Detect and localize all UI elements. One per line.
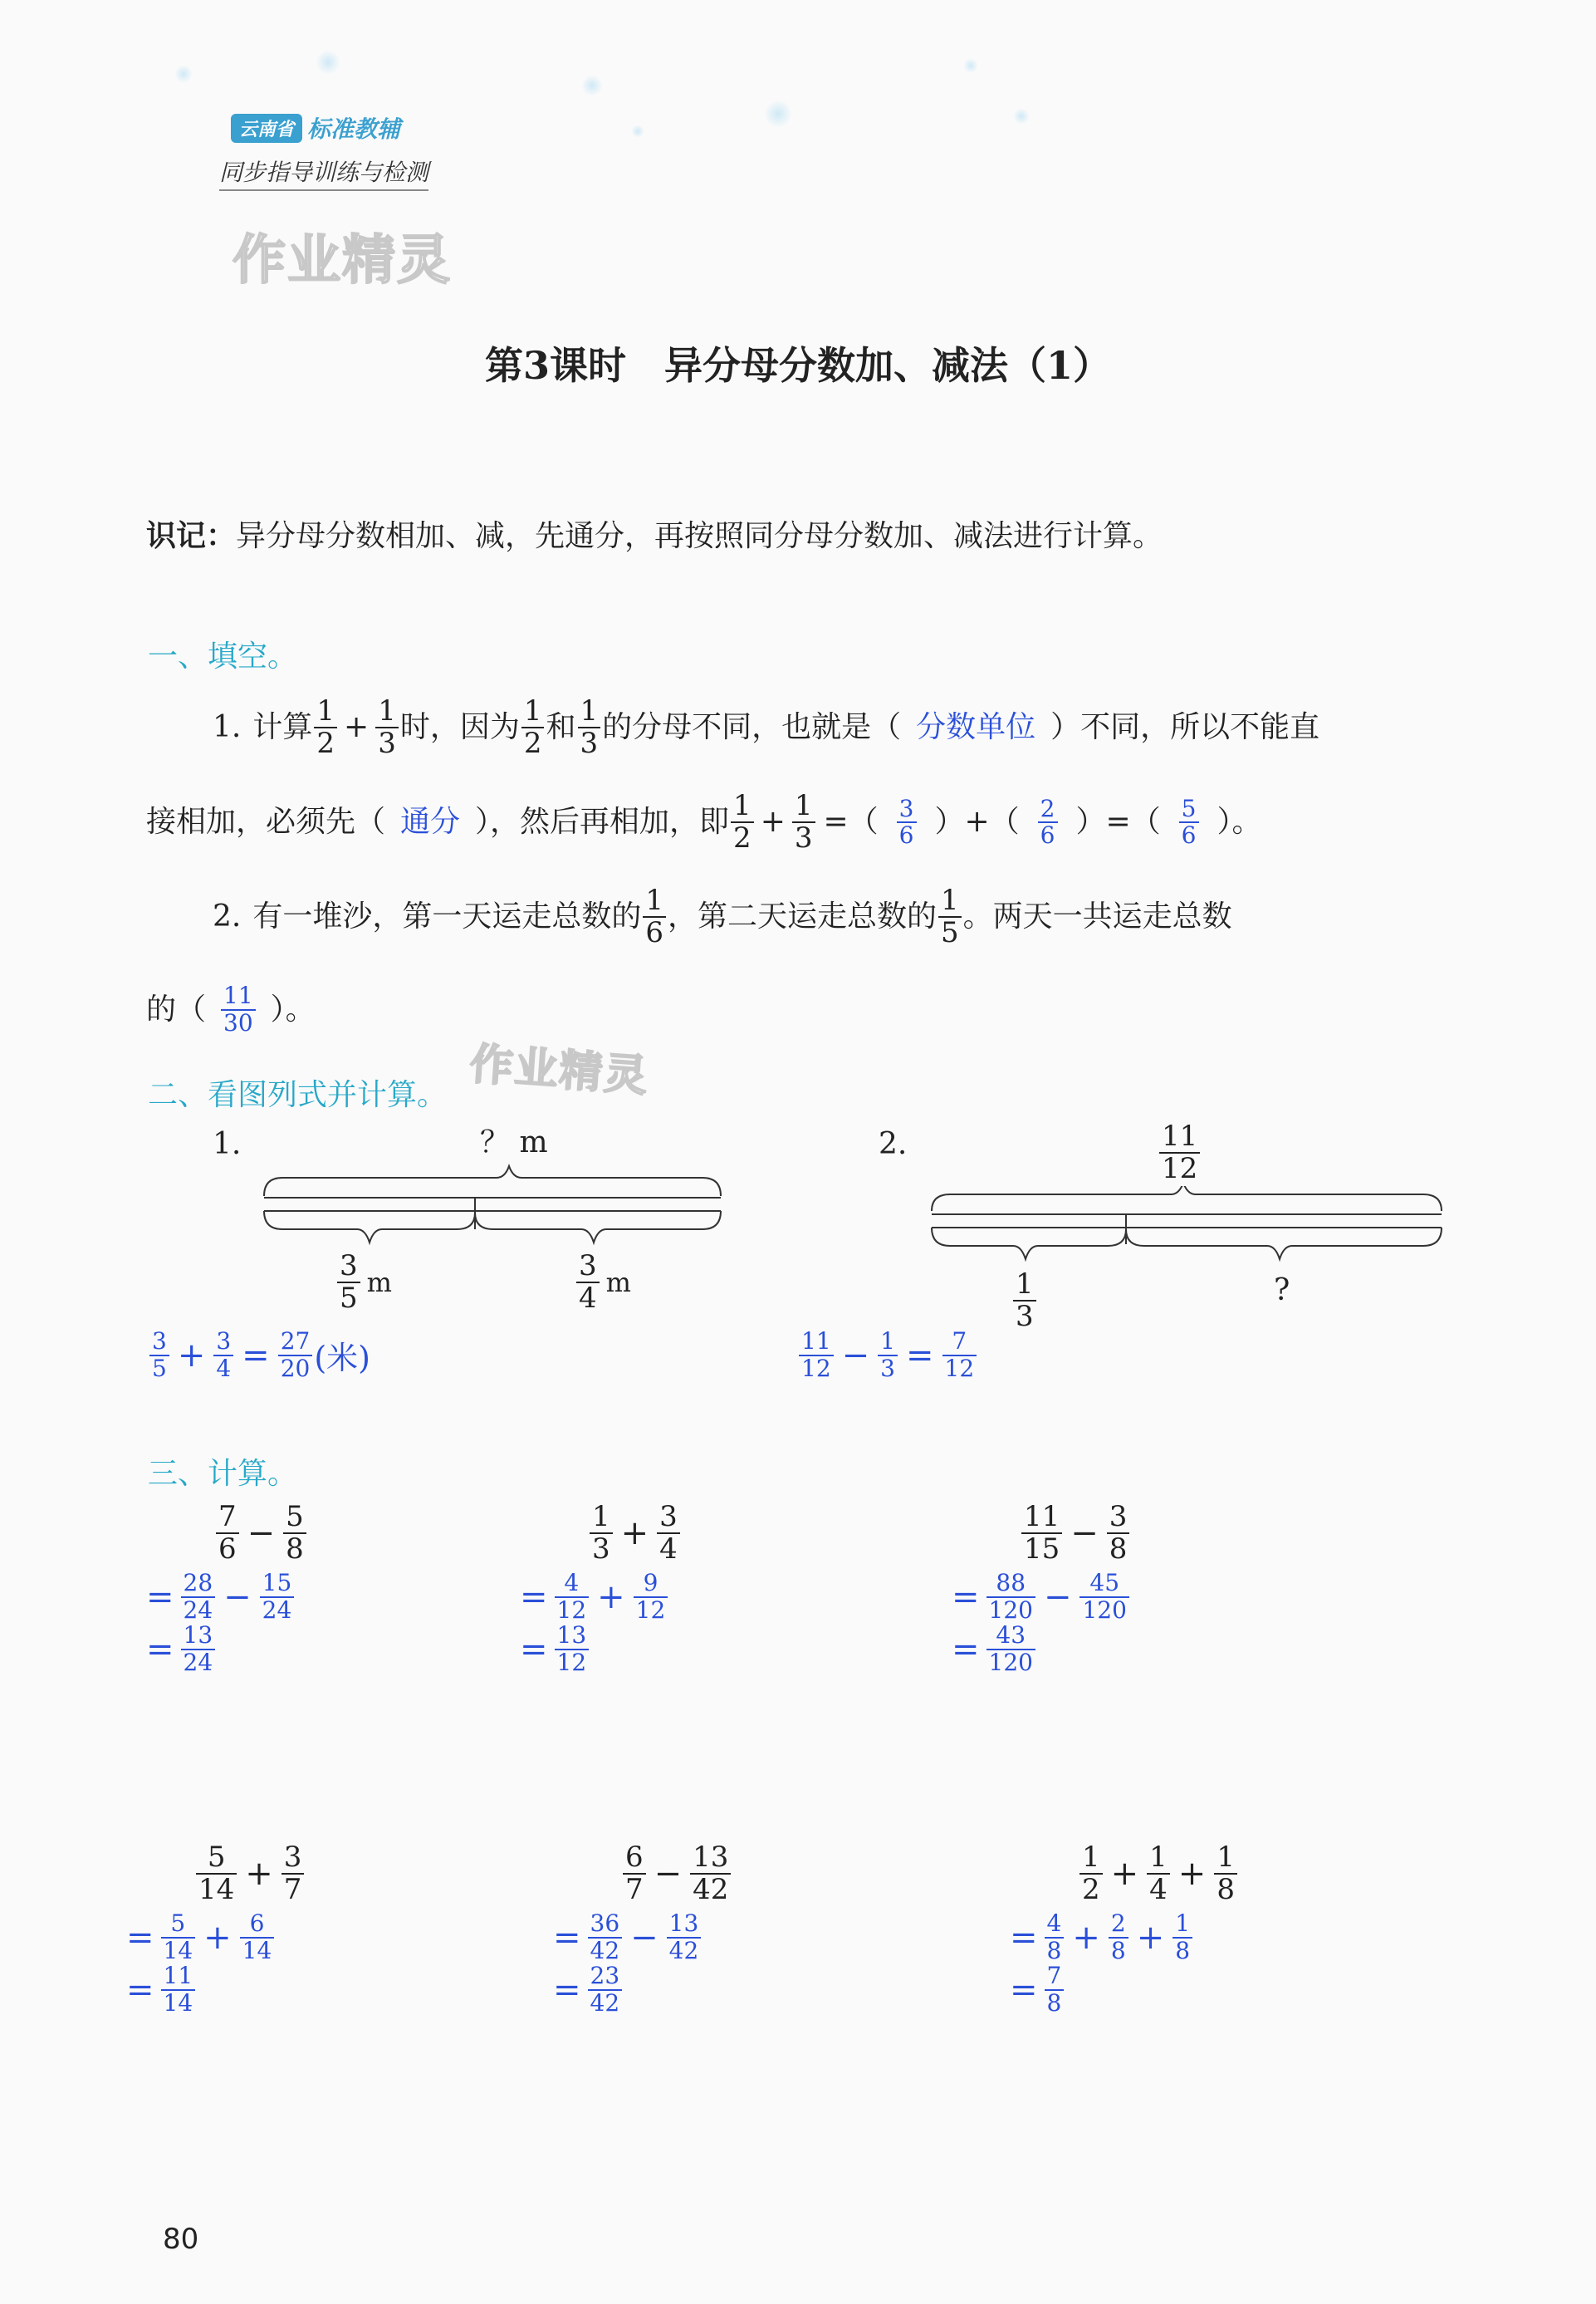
p2-top-brace — [932, 1186, 1442, 1211]
p1-left-label: $\frac{3}{5}$ m — [335, 1251, 392, 1315]
operator: + — [1177, 1855, 1207, 1894]
q1-answer-4: $\frac{2}{6}$ — [1038, 797, 1058, 850]
operator: + — [597, 1577, 625, 1616]
brand-subtitle: 同步指导训练与检测 — [219, 154, 428, 191]
fraction: $\frac{5}{14}$ — [196, 1842, 237, 1906]
fraction: $\frac{3}{4}$ — [657, 1502, 680, 1566]
p1-top-label: ？ m — [480, 1125, 548, 1159]
calc-question — [194, 1842, 306, 1906]
p2-question-mark: ? — [1274, 1273, 1290, 1307]
calc-problem-4 — [126, 1841, 306, 2017]
q1-line2 — [146, 791, 1262, 855]
q1-close: ）。 — [1217, 805, 1262, 840]
fraction: $\frac{15}{24}$ — [260, 1571, 295, 1624]
operator: = — [146, 1630, 174, 1669]
q1-line1 — [213, 696, 1319, 760]
q1-answer-3: $\frac{3}{6}$ — [897, 797, 917, 850]
brand-logo — [231, 113, 400, 143]
calc-step-1 — [553, 1911, 732, 1964]
calc-step-1 — [126, 1911, 306, 1964]
section1-heading: 一、填空。 — [148, 640, 298, 674]
plus-sign: + — [760, 805, 786, 840]
fraction: $\frac{5}{14}$ — [161, 1911, 196, 1964]
plus-sign: + — [344, 710, 370, 745]
calc-step-1 — [520, 1568, 682, 1624]
q1-eq-open: =（ — [823, 805, 879, 840]
p1-right-brace — [475, 1211, 721, 1243]
fraction: $\frac{11}{15}$ — [1021, 1502, 1062, 1566]
q2-text-3: 。两天一共运走总数 — [962, 900, 1232, 934]
q1-text-3: 和 — [546, 710, 576, 745]
calc-step-2 — [146, 1623, 308, 1676]
calc-question — [588, 1502, 682, 1566]
operator: + — [203, 1918, 232, 1957]
operator: + — [1136, 1918, 1165, 1957]
calc-step-1 — [1010, 1911, 1239, 1964]
calc-step-2 — [1010, 1963, 1239, 2017]
q2-number: 2. — [213, 900, 242, 934]
memo-label: 识记： — [146, 519, 237, 553]
calc-problem-2 — [520, 1500, 682, 1677]
calc-problem-1 — [146, 1500, 308, 1677]
q1-number: 1. — [213, 710, 242, 745]
q2-line1 — [213, 885, 1232, 949]
fraction: $\frac{3}{7}$ — [282, 1842, 305, 1906]
q2-text-5: ）。 — [270, 992, 316, 1027]
watermark-mid: 作业精灵 — [468, 1039, 651, 1102]
operator: + — [1072, 1918, 1100, 1957]
operator: − — [247, 1514, 276, 1553]
q1-text-6: 接相加，必须先（ — [146, 805, 386, 840]
operator: + — [620, 1514, 649, 1553]
operator: = — [126, 1971, 154, 2010]
calc-question — [1078, 1842, 1239, 1906]
q2-text-2: ，第二天运走总数的 — [668, 900, 938, 934]
fraction: $\frac{5}{8}$ — [283, 1502, 306, 1566]
fraction: $\frac{3}{8}$ — [1107, 1502, 1130, 1566]
fraction: $\frac{13}{42}$ — [690, 1842, 731, 1906]
fraction-one-third-c: $\frac{1}{3}$ — [792, 791, 815, 855]
p2-right-brace — [1126, 1228, 1442, 1259]
calc-step-2 — [952, 1623, 1131, 1676]
fraction: $\frac{36}{42}$ — [588, 1911, 623, 1964]
fraction: $\frac{28}{24}$ — [181, 1571, 216, 1624]
q1-answer-2: 通分 — [400, 805, 461, 840]
fraction: $\frac{1}{2}$ — [1080, 1842, 1103, 1906]
p1-left-brace — [264, 1211, 475, 1243]
p2-left-brace — [932, 1228, 1126, 1259]
operator: = — [553, 1918, 581, 1957]
brand-badge: 云南省 — [231, 114, 302, 143]
calc-step-2 — [520, 1623, 682, 1676]
q2-text-4: 的（ — [146, 992, 207, 1027]
p2-answer: $\frac{11}{12}$ − $\frac{1}{3}$ = $\frac{7}{12}$ — [797, 1329, 978, 1382]
q1-text-2: 时，因为 — [399, 710, 520, 745]
operator: + — [1110, 1855, 1139, 1894]
operator: = — [520, 1577, 548, 1616]
operator: = — [553, 1971, 581, 2010]
brand-name: 标准教辅 — [307, 115, 401, 143]
q1-text-5: ）不同，所以不能直 — [1050, 710, 1320, 745]
fraction: $\frac{2}{8}$ — [1109, 1911, 1128, 1964]
fraction-one-half: $\frac{1}{2}$ — [314, 696, 337, 760]
operator: − — [1043, 1577, 1072, 1616]
fraction: $\frac{6}{14}$ — [240, 1911, 275, 1964]
fraction: $\frac{4}{12}$ — [555, 1571, 590, 1624]
p1-number: 1. — [213, 1127, 242, 1161]
fraction: $\frac{6}{7}$ — [623, 1842, 646, 1906]
fraction: $\frac{45}{120}$ — [1080, 1571, 1128, 1624]
q1-text-7: ），然后再相加，即 — [475, 805, 730, 840]
operator: = — [1010, 1918, 1038, 1957]
q1-eq-mid: ）=（ — [1075, 805, 1161, 840]
fraction-one-sixth: $\frac{1}{6}$ — [643, 885, 666, 949]
fraction: $\frac{13}{42}$ — [667, 1911, 702, 1964]
p2-diagram — [922, 1186, 1453, 1286]
operator: − — [1070, 1514, 1099, 1553]
calc-problem-6 — [1010, 1841, 1239, 2017]
q1-text-1: 计算 — [252, 710, 313, 745]
operator: = — [952, 1630, 980, 1669]
fraction: $\frac{4}{8}$ — [1045, 1911, 1065, 1964]
calc-step-2 — [553, 1963, 732, 2017]
fraction-one-half-c: $\frac{1}{2}$ — [731, 791, 754, 855]
page-title: 第3课时 异分母分数加、减法（1） — [484, 343, 1111, 388]
operator: = — [952, 1577, 980, 1616]
fraction-one-third: $\frac{1}{3}$ — [375, 696, 399, 760]
q2-answer: $\frac{11}{30}$ — [221, 983, 256, 1037]
fraction: $\frac{1}{8}$ — [1214, 1842, 1237, 1906]
p1-right-label: $\frac{3}{4}$ m — [575, 1251, 631, 1315]
p1-answer: $\frac{3}{5}$ + $\frac{3}{4}$ = $\frac{27}{20}$ (米) — [148, 1329, 370, 1382]
operator: + — [245, 1855, 273, 1894]
section3-heading: 三、计算。 — [148, 1457, 298, 1491]
operator: = — [520, 1630, 548, 1669]
q2-line2 — [146, 983, 316, 1037]
fraction: $\frac{7}{6}$ — [216, 1502, 239, 1566]
fraction: $\frac{1}{8}$ — [1173, 1911, 1192, 1964]
fraction: $\frac{9}{12}$ — [634, 1571, 668, 1624]
page-number: 80 — [163, 2223, 199, 2256]
p1-top-brace — [264, 1166, 721, 1196]
watermark-top: 作业精灵 — [233, 230, 452, 292]
q1-answer-5: $\frac{5}{6}$ — [1179, 797, 1199, 850]
operator: = — [146, 1577, 174, 1616]
fraction: $\frac{1}{3}$ — [590, 1502, 613, 1566]
fraction-one-fifth: $\frac{1}{5}$ — [938, 885, 962, 949]
fraction: $\frac{1}{4}$ — [1147, 1842, 1170, 1906]
operator: − — [630, 1918, 658, 1957]
q1-mid: ）+（ — [934, 805, 1020, 840]
p2-number: 2. — [879, 1127, 908, 1161]
calc-question — [214, 1502, 308, 1566]
calc-step-2 — [126, 1963, 306, 2017]
operator: − — [654, 1855, 683, 1894]
fraction-one-half-b: $\frac{1}{2}$ — [521, 696, 545, 760]
memo-text: 异分母分数相加、减，先通分，再按照同分母分数加、减法进行计算。 — [236, 519, 1163, 553]
fraction: $\frac{11}{14}$ — [161, 1963, 196, 2017]
fraction: $\frac{43}{120}$ — [986, 1623, 1035, 1676]
q2-text-1: 有一堆沙，第一天运走总数的 — [252, 900, 642, 934]
calc-problem-3 — [952, 1500, 1131, 1677]
calc-step-1 — [146, 1568, 308, 1624]
fraction: $\frac{23}{42}$ — [588, 1963, 623, 2017]
fraction: $\frac{88}{120}$ — [986, 1571, 1035, 1624]
q1-text-4: 的分母不同，也就是（ — [602, 710, 902, 745]
calc-question — [1020, 1502, 1131, 1566]
calc-step-1 — [952, 1568, 1131, 1624]
fraction-one-third-b: $\frac{1}{3}$ — [578, 696, 601, 760]
calc-question — [621, 1842, 732, 1906]
operator: − — [223, 1577, 252, 1616]
p2-top-label: $\frac{11}{12}$ — [1158, 1121, 1202, 1185]
section2-heading: 二、看图列式并计算。 — [148, 1078, 448, 1112]
fraction: $\frac{13}{12}$ — [555, 1623, 590, 1676]
fraction: $\frac{7}{8}$ — [1045, 1963, 1065, 2017]
memo-line — [146, 519, 1163, 553]
operator: = — [1010, 1971, 1038, 2010]
p1-diagram — [249, 1163, 731, 1279]
p2-left-label: $\frac{1}{3}$ — [1011, 1269, 1038, 1333]
operator: = — [126, 1918, 154, 1957]
calc-problem-5 — [553, 1841, 732, 2017]
q1-answer-1: 分数单位 — [916, 710, 1036, 745]
fraction: $\frac{13}{24}$ — [181, 1623, 216, 1676]
